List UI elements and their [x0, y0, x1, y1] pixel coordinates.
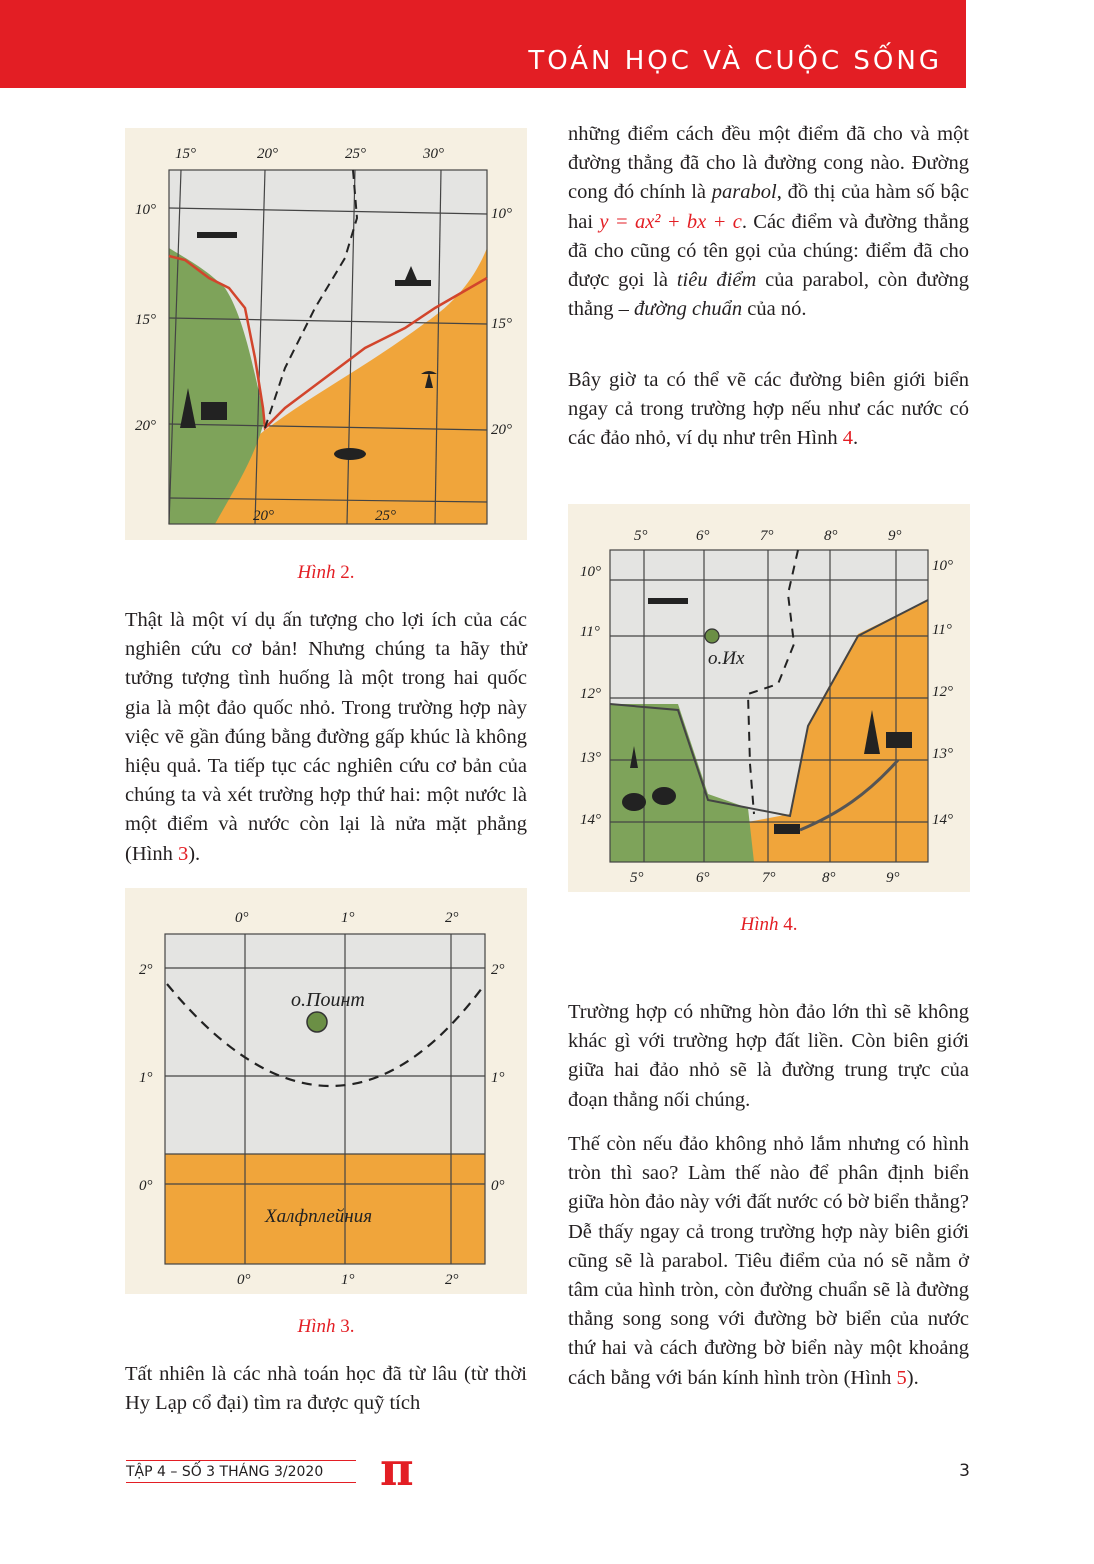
fig2-bottom-tick-1: 20° — [253, 508, 274, 524]
fig3-right-tick-2: 1° — [491, 1070, 505, 1086]
figure-3-caption — [125, 1316, 527, 1338]
caption-word: Hình — [297, 1316, 336, 1337]
fig3-bottom-tick-1: 0° — [237, 1272, 251, 1288]
caption-word: Hình — [740, 914, 779, 935]
header-banner — [0, 0, 966, 88]
fig4-bottom-tick-1: 5° — [630, 870, 644, 886]
left-paragraph-2: Tất nhiên là các nhà toán học đã từ lâu (từ thời Hy Lạp cổ đại) tìm ra được quỹ tích — [125, 1363, 527, 1415]
land-label-halfplane: Халфплейния — [265, 1206, 373, 1227]
text-run: ). — [188, 842, 201, 865]
page-number: 3 — [959, 1461, 970, 1481]
caption-number: 4. — [783, 914, 798, 935]
right-paragraph-3: Trường hợp có những hòn đảo lớn thì sẽ không khác gì với trường hợp đất liền. Còn biên giới giữa hai đảo nhỏ sẽ là đường trung trực của đoạn thẳng nối chúng. — [568, 1001, 969, 1111]
fig4-right-tick-3: 12° — [932, 684, 953, 700]
fig3-bottom-tick-2: 1° — [341, 1272, 355, 1288]
fig4-right-tick-2: 11° — [932, 622, 952, 638]
figure-4-map — [568, 504, 970, 892]
text-run: Thật là một ví dụ ấn tượng cho lợi ích của các nghiên cứu cơ bản! Nhưng chúng ta hãy thử tưởng tượng tình huống là một trong hai quốc gia là một đảo quốc nhỏ. Trong trường hợp này việc vẽ gần đúng bằng đường gấp khúc là không hiệu quả. Ta tiếp tục các nghiên cứu cơ bản của chúng ta và xét trường hợp thứ hai: một nước là một điểm và nước còn lại là nửa mặt phẳng (Hình — [125, 609, 527, 865]
fig3-bottom-tick-3: 2° — [445, 1272, 459, 1288]
text-run: của nó. — [742, 298, 807, 321]
fig2-left-tick-2: 15° — [135, 312, 156, 328]
fig3-top-tick-1: 0° — [235, 910, 249, 926]
text-run: Bây giờ ta có thể vẽ các đường biên giới biển ngay cả trong trường hợp nếu như các nước có các đảo nhỏ, ví dụ như trên Hình — [568, 369, 969, 450]
fig2-right-tick-3: 20° — [491, 422, 512, 438]
text-run: . Các điểm và đường thẳng đã cho cũng có tên gọi của chúng: điểm đã cho được gọi là — [568, 210, 969, 292]
fig2-bottom-tick-2: 25° — [375, 508, 396, 524]
right-paragraph-1 — [568, 120, 969, 324]
fig3-left-tick-3: 0° — [139, 1178, 153, 1194]
text-run: của parabol, còn đường thẳng – — [568, 269, 969, 321]
fig4-left-tick-3: 12° — [580, 686, 601, 702]
fig4-bottom-tick-2: 6° — [696, 870, 710, 886]
fig4-top-tick-1: 5° — [634, 528, 648, 544]
figure-2-map — [125, 128, 527, 540]
figure-4-caption — [568, 914, 970, 936]
text-run: ). — [906, 1366, 919, 1389]
figure-2-caption — [125, 562, 527, 584]
fig4-left-tick-4: 13° — [580, 750, 601, 766]
fig4-left-tick-1: 10° — [580, 564, 601, 580]
fig3-left-tick-1: 2° — [139, 962, 153, 978]
term-directrix: đường chuẩn — [634, 298, 743, 321]
fig4-top-tick-3: 7° — [760, 528, 774, 544]
fig4-left-tick-2: 11° — [580, 624, 600, 640]
fig2-left-tick-1: 10° — [135, 202, 156, 218]
section-title: TOÁN HỌC VÀ CUỘC SỐNG — [528, 46, 942, 76]
fig2-right-tick-2: 15° — [491, 316, 512, 332]
right-paragraph-4 — [568, 1130, 969, 1393]
text-run: . — [852, 427, 859, 450]
fig4-right-tick-5: 14° — [932, 812, 953, 828]
fig3-right-tick-3: 0° — [491, 1178, 505, 1194]
fig4-bottom-tick-4: 8° — [822, 870, 836, 886]
fig2-right-tick-1: 10° — [491, 206, 512, 222]
term-parabol: parabol — [711, 181, 777, 204]
fig4-bottom-tick-3: 7° — [762, 870, 776, 886]
formula-quadratic: y = ax² + bx + c — [599, 210, 742, 233]
text-run: những điểm cách đều một điểm đã cho và một đường thẳng đã cho là đường cong nào. Đường cong đó chính là — [568, 123, 969, 204]
left-paragraph-1 — [125, 606, 527, 869]
fig4-top-tick-2: 6° — [696, 528, 710, 544]
fig3-right-tick-1: 2° — [491, 962, 505, 978]
fig3-left-tick-2: 1° — [139, 1070, 153, 1086]
issue-info: TẬP 4 – SỐ 3 THÁNG 3/2020 — [126, 1460, 356, 1483]
figure-4-reference[interactable]: 4 — [842, 427, 853, 450]
figure-3-map — [125, 888, 527, 1294]
text-run: Thế còn nếu đảo không nhỏ lắm nhưng có hình tròn thì sao? Làm thế nào để phân định biển giữa hòn đảo này với đất nước có bờ biển thẳng? Dễ thấy ngay cả trong trường hợp này biên giới cũng sẽ là parabol. Tiêu điểm của nó sẽ nằm ở tâm của hình tròn, còn đường chuẩn sẽ là đường thẳng song song với đường bờ biển của nước thứ hai và cách đường bờ biển này một khoảng cách bằng với bán kính hình tròn (Hình — [568, 1133, 969, 1389]
fig4-right-tick-4: 13° — [932, 746, 953, 762]
figure-3-reference[interactable]: 3 — [177, 842, 189, 865]
fig3-top-tick-3: 2° — [445, 910, 459, 926]
fig4-bottom-tick-5: 9° — [886, 870, 900, 886]
fig2-top-tick-3: 25° — [345, 146, 366, 162]
island-label-ikh: о.Их — [708, 648, 745, 669]
term-focus: tiêu điểm — [676, 269, 757, 292]
figure-5-reference[interactable]: 5 — [896, 1366, 907, 1389]
fig2-left-tick-3: 20° — [135, 418, 156, 434]
fig4-top-tick-5: 9° — [888, 528, 902, 544]
island-label-point: о.Поинт — [291, 989, 365, 1011]
caption-number: 2. — [340, 562, 355, 583]
pi-logo — [380, 1442, 414, 1496]
caption-word: Hình — [297, 562, 336, 583]
fig4-top-tick-4: 8° — [824, 528, 838, 544]
fig3-top-tick-2: 1° — [341, 910, 355, 926]
right-paragraph-2 — [568, 366, 969, 454]
fig2-top-tick-1: 15° — [175, 146, 196, 162]
caption-number: 3. — [340, 1316, 355, 1337]
fig4-left-tick-5: 14° — [580, 812, 601, 828]
fig2-top-tick-4: 30° — [423, 146, 444, 162]
pi-icon: π — [380, 1442, 414, 1496]
fig2-top-tick-2: 20° — [257, 146, 278, 162]
text-run: , đồ thị của hàm số bậc hai — [568, 181, 969, 233]
fig4-right-tick-1: 10° — [932, 558, 953, 574]
